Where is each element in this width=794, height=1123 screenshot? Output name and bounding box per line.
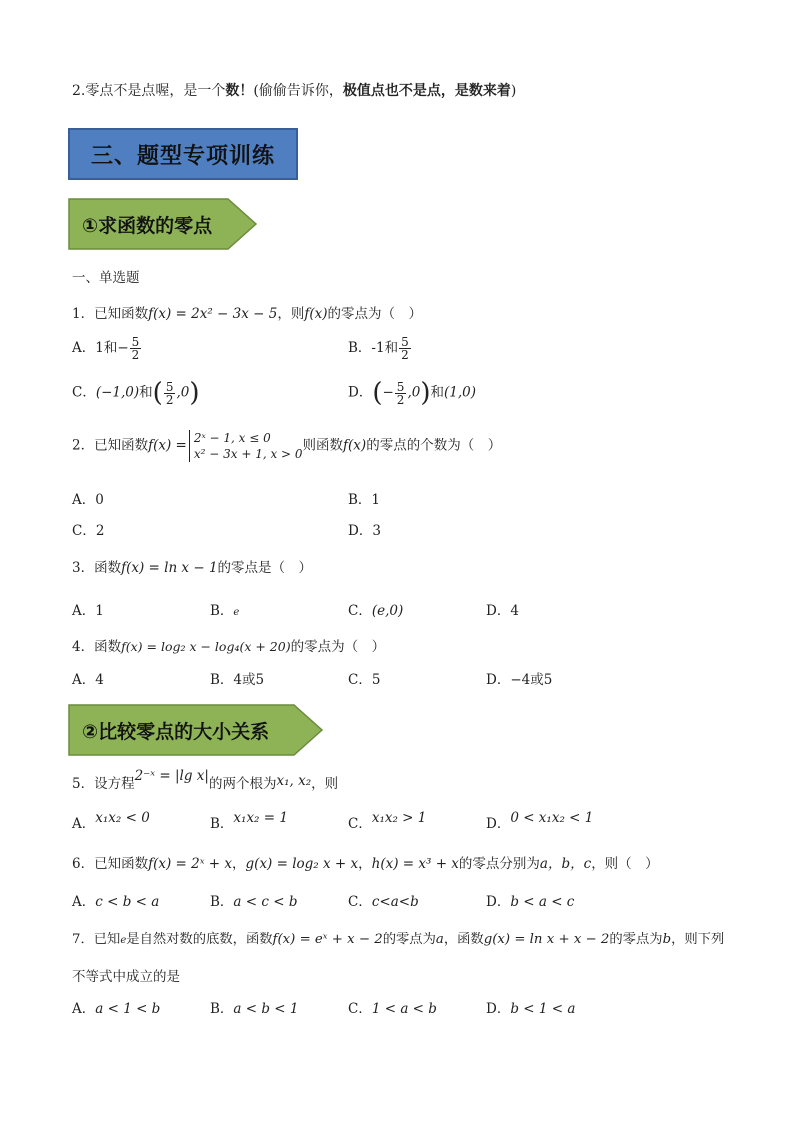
q6-f: f(x) = 2ˣ + x xyxy=(148,856,233,872)
q7-option-d[interactable] xyxy=(486,997,575,1017)
q7-f: f(x) = eˣ + x − 2 xyxy=(272,932,383,947)
q1-option-a[interactable] xyxy=(72,336,142,361)
q6-option-c[interactable] xyxy=(348,890,419,910)
q4-stem-a: 4．函数 xyxy=(72,639,122,655)
q5-b-val: x₁x₂ = 1 xyxy=(233,810,288,826)
q1-c-and: 和 xyxy=(139,384,153,401)
q1-a-frac xyxy=(130,336,142,361)
q1-c-tail: ,0 xyxy=(176,384,190,401)
q4-option-d[interactable]: D．−4或5 xyxy=(486,672,553,688)
note-suffix: ) xyxy=(510,83,517,99)
q7-stem-e: 的零点为 xyxy=(609,932,663,947)
q1-b-label: B． xyxy=(348,340,372,356)
q2-case1: 2ˣ − 1, x ≤ 0 xyxy=(193,431,271,445)
q2-fx: f(x) = xyxy=(148,437,187,454)
q7-a-label: A． xyxy=(72,1001,96,1017)
q5-b-label: B． xyxy=(210,816,234,832)
q1-d-label: D． xyxy=(348,384,373,401)
q1-b-num: 5 xyxy=(401,335,409,349)
q3-option-c[interactable] xyxy=(348,599,403,619)
q5-option-c[interactable] xyxy=(348,812,426,832)
part-label: 一、单选题 xyxy=(72,270,140,286)
q7-stem-c: 的零点为 xyxy=(382,932,436,947)
q1-d-rparen: ) xyxy=(420,378,431,408)
q6-sep1: ， xyxy=(232,856,246,872)
q4-expr: f(x) = log₂ x − log₄(x + 20) xyxy=(121,639,291,654)
q6-option-b[interactable] xyxy=(210,890,297,910)
sub-banner-2 xyxy=(68,704,324,756)
q4-option-b[interactable]: B．4或5 xyxy=(210,672,265,688)
q7-d-label: D． xyxy=(486,1001,511,1017)
q7-stem-a: 7．已知 xyxy=(72,932,121,947)
q2-option-d[interactable]: D．3 xyxy=(348,523,381,539)
q7-stem-d: ，函数 xyxy=(443,932,484,947)
q6-stem-a: 6．已知函数 xyxy=(72,856,149,872)
q6-stem-c: ，则（ ） xyxy=(591,856,659,872)
q3-c-label: C． xyxy=(348,603,372,619)
q1-d-den: 2 xyxy=(396,392,405,407)
question-5-stem xyxy=(72,768,339,792)
q5-c-label: C． xyxy=(348,816,372,832)
q2-case2: x² − 3x + 1, x > 0 xyxy=(193,447,303,462)
q7-c-label: C． xyxy=(348,1001,372,1017)
q7-b: b xyxy=(662,932,672,947)
q5-a-label: A． xyxy=(72,816,96,832)
q1-option-c[interactable] xyxy=(72,378,200,408)
q6-c-label: C． xyxy=(348,894,372,910)
q6-c-val: c<a<b xyxy=(371,894,419,910)
q6-b-val: a < c < b xyxy=(233,894,298,910)
q1-d-pre: − xyxy=(382,384,394,401)
section-title-banner xyxy=(68,128,298,180)
sub-banner-2-title: ②比较零点的大小关系 xyxy=(82,720,270,743)
question-6-stem xyxy=(72,852,659,872)
note-prefix: 2.零点不是点喔，是一个 xyxy=(72,83,226,99)
q1-d-and: 和 xyxy=(430,384,444,401)
q1-stem-a: 1．已知函数 xyxy=(72,306,149,322)
q5-d-val: 0 < x₁x₂ < 1 xyxy=(510,810,594,826)
question-1-stem xyxy=(72,302,422,322)
q6-option-d[interactable] xyxy=(486,890,574,910)
q5-stem-b: 的两个根为 xyxy=(208,776,277,792)
q2-option-c[interactable]: C．2 xyxy=(72,523,105,539)
q2-option-a[interactable]: A．0 xyxy=(72,492,104,508)
note-bold2: 极值点也不是点，是数来着 xyxy=(342,83,511,99)
q5-d-label: D． xyxy=(486,816,511,832)
q1-c-rparen: ) xyxy=(189,378,200,408)
q1-b-frac xyxy=(399,336,411,361)
note-line xyxy=(72,80,516,100)
q1-eq: = 2x² − 3x − 5 xyxy=(171,306,278,322)
q4-option-a[interactable]: A．4 xyxy=(72,672,104,688)
q1-c-lparen: ( xyxy=(152,378,163,408)
q5-a-val: x₁x₂ < 0 xyxy=(95,810,150,826)
q7-option-a[interactable] xyxy=(72,997,160,1017)
q5-roots: x₁, x₂ xyxy=(276,773,312,789)
question-7-stem xyxy=(72,928,724,947)
q3-b-label: B． xyxy=(210,603,234,619)
q7-g: g(x) = ln x + x − 2 xyxy=(483,932,610,947)
q3-c-val: (e,0) xyxy=(371,603,404,619)
q3-stem-a: 3．函数 xyxy=(72,560,122,576)
q7-d-val: b < 1 < a xyxy=(510,1001,576,1017)
q7-option-b[interactable] xyxy=(210,997,299,1017)
q1-a-den: 2 xyxy=(131,348,140,362)
q1-a-label: A． xyxy=(72,340,96,356)
q2-stem-b: 则函数 xyxy=(302,437,344,454)
q2-option-b[interactable]: B．1 xyxy=(348,492,381,508)
q7-a: a xyxy=(435,932,444,947)
q5-c-val: x₁x₂ > 1 xyxy=(371,810,427,826)
sub-banner-1 xyxy=(68,198,258,250)
q1-a-num: 5 xyxy=(131,335,140,349)
q7-b-val: a < b < 1 xyxy=(233,1001,299,1017)
q6-d-label: D． xyxy=(486,894,511,910)
q6-a-label: A． xyxy=(72,894,96,910)
q1-d-frac xyxy=(395,381,407,406)
q1-c-a: (−1,0) xyxy=(95,384,140,401)
q7-e: e xyxy=(120,935,127,946)
section-title: 三、题型专项训练 xyxy=(90,143,275,169)
q1-d-tail: ,0 xyxy=(407,384,421,401)
q4-option-c[interactable]: C．5 xyxy=(348,672,381,688)
q1-option-b[interactable] xyxy=(348,336,412,361)
q5-option-b[interactable] xyxy=(210,812,288,832)
q1-b-text: -1和 xyxy=(371,340,399,356)
q7-option-c[interactable] xyxy=(348,997,437,1017)
q7-line2: 不等式中成立的是 xyxy=(72,969,180,985)
q6-vars: a，b，c xyxy=(539,856,592,872)
q1-c-num: 5 xyxy=(165,379,174,394)
q1-a-text: 1和− xyxy=(95,340,129,356)
q5-option-a[interactable] xyxy=(72,812,150,832)
q2-piecewise xyxy=(189,430,303,462)
q1-b-den: 2 xyxy=(401,348,409,362)
q1-option-d[interactable] xyxy=(348,378,476,408)
q1-d-num: 5 xyxy=(396,379,405,394)
q1-stem-b: ，则 xyxy=(277,306,305,322)
q1-d-b: (1,0) xyxy=(443,384,476,401)
q5-stem-c: ，则 xyxy=(311,776,339,792)
q3-option-a[interactable]: A．1 xyxy=(72,603,104,619)
q1-d-lparen: ( xyxy=(372,378,383,408)
q6-sep2: ， xyxy=(358,856,372,872)
q3-option-d[interactable]: D．4 xyxy=(486,603,519,619)
q6-stem-b: 的零点分别为 xyxy=(458,856,540,872)
q1-c-frac xyxy=(164,381,176,406)
question-3-stem xyxy=(72,556,312,576)
q6-h: h(x) = x³ + x xyxy=(371,856,459,872)
note-bold1: 数！ xyxy=(225,83,254,99)
q3-expr: f(x) = ln x − 1 xyxy=(121,560,218,576)
q7-a-val: a < 1 < b xyxy=(95,1001,161,1017)
q6-d-val: b < a < c xyxy=(510,894,575,910)
sub-banner-1-title: ①求函数的零点 xyxy=(82,214,213,237)
q5-option-d[interactable] xyxy=(486,812,593,832)
q2-stem-c: 的零点的个数为（ ） xyxy=(366,437,502,454)
q5-stem-a: 5．设方程 xyxy=(72,776,135,792)
q1-fx2: f(x) xyxy=(304,306,328,322)
q7-stem-b: 是自然对数的底数，函数 xyxy=(126,932,273,947)
q6-a-val: c < b < a xyxy=(95,894,160,910)
q5-expr: 2⁻ˣ = |lg x| xyxy=(134,768,209,784)
q6-g: g(x) = log₂ x + x xyxy=(245,856,359,872)
q1-c-label: C． xyxy=(72,384,96,401)
q2-fx2: f(x) xyxy=(343,437,367,454)
q4-stem-b: 的零点为（ ） xyxy=(290,639,386,655)
q3-b-val: e xyxy=(233,607,240,618)
q3-option-b[interactable] xyxy=(210,599,239,619)
q2-stem-a: 2．已知函数 xyxy=(72,437,149,454)
question-2-stem xyxy=(72,430,501,462)
q6-b-label: B． xyxy=(210,894,234,910)
q7-c-val: 1 < a < b xyxy=(371,1001,437,1017)
q1-stem-c: 的零点为（ ） xyxy=(327,306,422,322)
q6-option-a[interactable] xyxy=(72,890,159,910)
q7-stem-f: ，则下列 xyxy=(671,932,725,947)
q7-b-label: B． xyxy=(210,1001,234,1017)
note-middle: (偷偷告诉你， xyxy=(253,83,343,99)
q3-stem-b: 的零点是（ ） xyxy=(217,560,313,576)
question-4-stem xyxy=(72,635,385,655)
q1-c-den: 2 xyxy=(165,392,174,407)
q1-fx: f(x) xyxy=(148,306,172,322)
